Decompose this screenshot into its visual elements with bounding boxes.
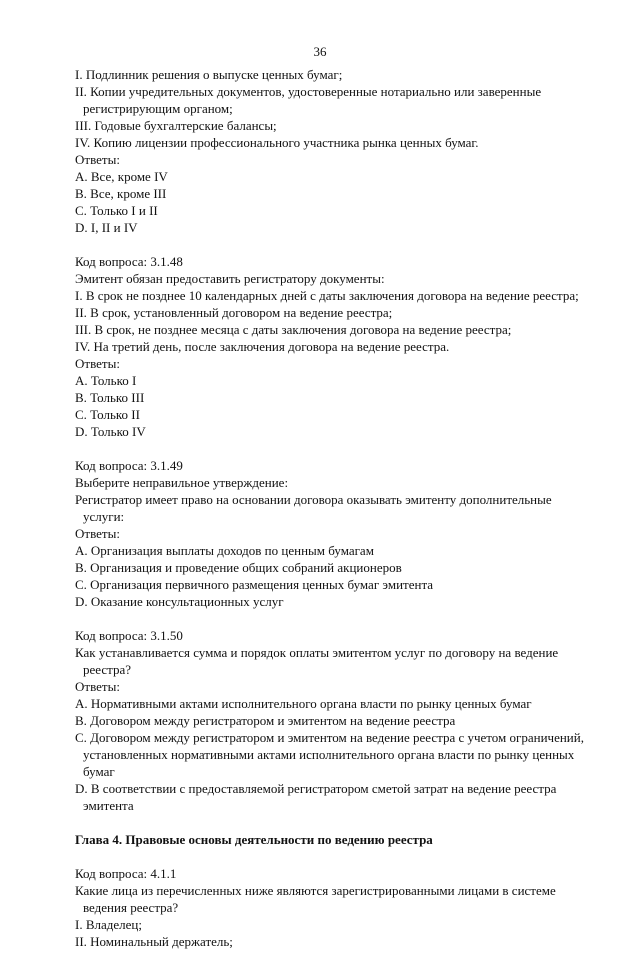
answer-option: B. Организация и проведение общих собраний акционеров [75, 560, 402, 575]
answer-option: C. Организация первичного размещения ценных бумаг эмитента [75, 577, 434, 592]
question-3-1-50 [75, 627, 615, 814]
answer-option: D. I, II и IV [75, 220, 138, 235]
answer-option: A. Нормативными актами исполнительного органа власти по рынку ценных бумаг [75, 696, 532, 711]
question-text: IV. На третий день, после заключения договора на ведение реестра. [75, 339, 450, 354]
answer-option: установленных нормативными актами исполнительного органа власти по рынку ценных [83, 747, 575, 762]
document-body [75, 66, 615, 967]
answer-option: бумаг [83, 764, 115, 779]
question-text: Регистратор имеет право на основании договора оказывать эмитенту дополнительные [75, 492, 552, 507]
question-text: II. Копии учредительных документов, удостоверенные нотариально или заверенные [75, 84, 542, 99]
answer-option: A. Только I [75, 373, 137, 388]
answers-label: Ответы: [75, 356, 120, 371]
question-text: III. В срок, не позднее месяца с даты заключения договора на ведение реестра; [75, 322, 512, 337]
answer-option: C. Только I и II [75, 203, 158, 218]
answer-option: A. Все, кроме IV [75, 169, 168, 184]
answer-option: эмитента [83, 798, 134, 813]
question-text: I. Владелец; [75, 917, 142, 932]
question-text: I. Подлинник решения о выпуске ценных бумаг; [75, 67, 343, 82]
answer-option: A. Организация выплаты доходов по ценным бумагам [75, 543, 374, 558]
question-text: IV. Копию лицензии профессионального участника рынка ценных бумаг. [75, 135, 479, 150]
chapter-title: Глава 4. Правовые основы деятельности по ведению реестра [75, 832, 433, 847]
question-text: услуги: [83, 509, 125, 524]
page-number: 36 [313, 44, 327, 59]
question-text: Эмитент обязан предоставить регистратору документы: [75, 271, 385, 286]
intro-question-block [75, 66, 615, 236]
question-text: Какие лица из перечисленных ниже являются зарегистрированными лицами в системе [75, 883, 556, 898]
answer-option: D. Оказание консультационных услуг [75, 594, 284, 609]
answer-option: D. В соответствии с предоставляемой регистратором сметой затрат на ведение реестра [75, 781, 557, 796]
question-code: Код вопроса: 3.1.49 [75, 458, 183, 473]
question-text: III. Годовые бухгалтерские балансы; [75, 118, 277, 133]
question-4-1-1 [75, 865, 615, 950]
answer-option: B. Все, кроме III [75, 186, 167, 201]
answers-label: Ответы: [75, 152, 120, 167]
answer-option: B. Только III [75, 390, 145, 405]
question-text: II. В срок, установленный договором на ведение реестра; [75, 305, 393, 320]
answer-option: D. Только IV [75, 424, 146, 439]
answers-label: Ответы: [75, 679, 120, 694]
question-text: Выберите неправильное утверждение: [75, 475, 289, 490]
question-text: регистрирующим органом; [83, 101, 233, 116]
answers-label: Ответы: [75, 526, 120, 541]
question-code: Код вопроса: 3.1.48 [75, 254, 183, 269]
answer-option: B. Договором между регистратором и эмитентом на ведение реестра [75, 713, 456, 728]
question-code: Код вопроса: 4.1.1 [75, 866, 177, 881]
question-code: Код вопроса: 3.1.50 [75, 628, 183, 643]
question-3-1-49 [75, 457, 615, 610]
question-text: I. В срок не позднее 10 календарных дней с даты заключения договора на ведение реестра; [75, 288, 579, 303]
question-3-1-48 [75, 253, 615, 440]
question-text: реестра? [83, 662, 132, 677]
question-text: Как устанавливается сумма и порядок оплаты эмитентом услуг по договору на ведение [75, 645, 559, 660]
answer-option: C. Договором между регистратором и эмитентом на ведение реестра с учетом ограничений, [75, 730, 584, 745]
answer-option: C. Только II [75, 407, 140, 422]
question-text: II. Номинальный держатель; [75, 934, 233, 949]
question-text: ведения реестра? [83, 900, 179, 915]
